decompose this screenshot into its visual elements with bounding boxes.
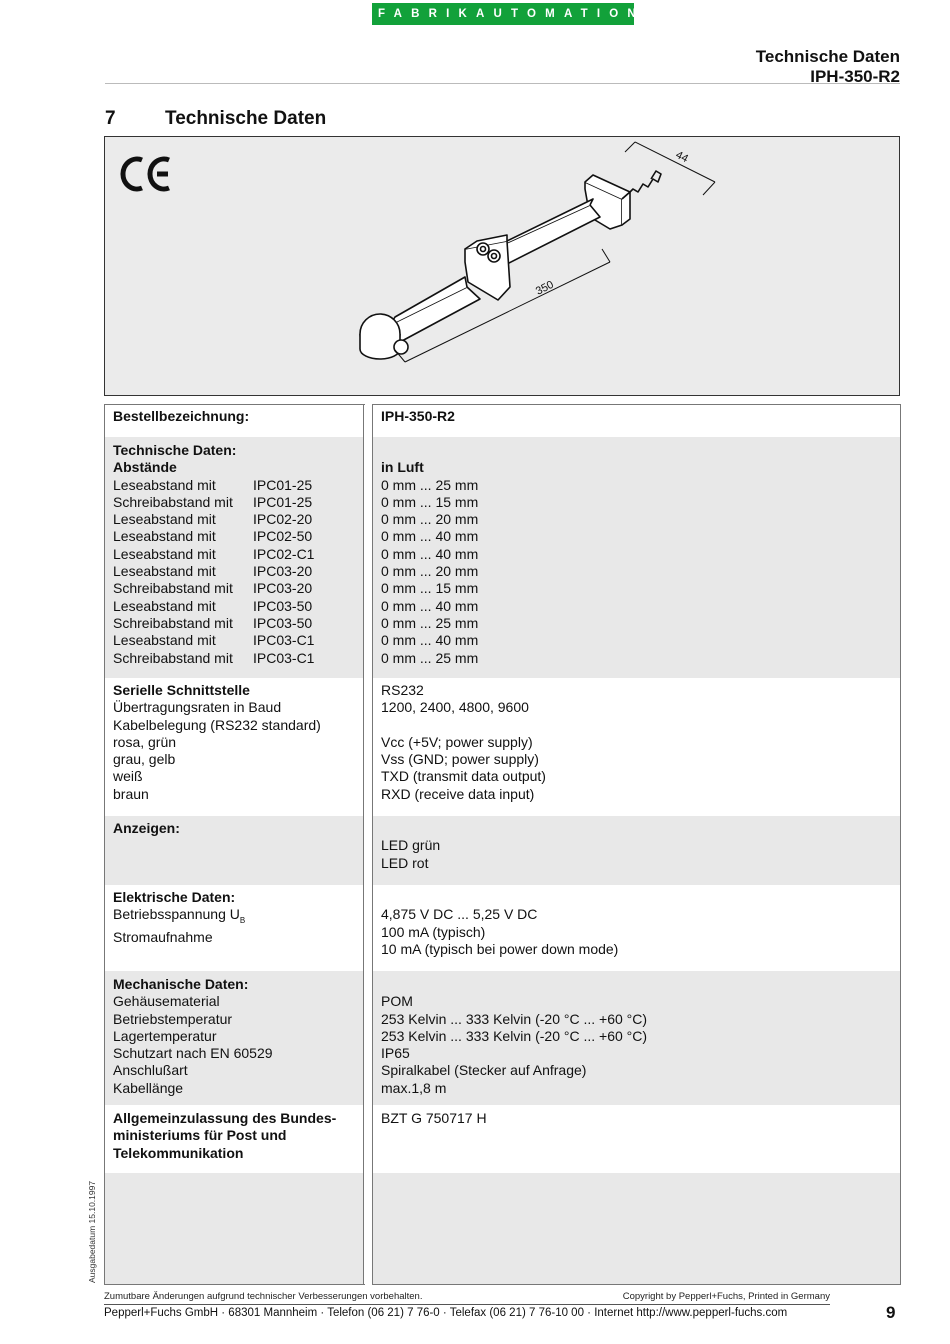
tech-row-value: 0 mm ... 20 mm — [381, 563, 479, 580]
tech-row-model: IPC03-20 — [253, 563, 313, 580]
tech-row — [113, 563, 355, 580]
approval-value: BZT G 750717 H — [381, 1110, 487, 1126]
tech-row-model: IPC03-20 — [253, 580, 313, 597]
tech-row-model: IPC01-25 — [253, 493, 313, 510]
supply-voltage-label: Betriebsspannung $U_B$ — [113, 906, 246, 926]
product-figure — [104, 136, 900, 396]
serial-label: rosa, grün — [113, 733, 177, 750]
tech-row — [113, 598, 355, 615]
display-left — [104, 816, 364, 885]
tech-value-heading: in Luft — [381, 459, 424, 476]
tech-row-model: IPC03-50 — [253, 614, 313, 631]
tech-row-model: IPC01-25 — [253, 476, 313, 493]
product-drawing — [105, 137, 899, 395]
display-value: LED grün — [381, 837, 441, 854]
tech-row-kind: Schreibabstand mit — [113, 614, 233, 631]
section-number: 7 — [105, 108, 116, 129]
dimension-width: 44 — [673, 148, 691, 166]
tech-left — [104, 437, 364, 678]
mechanical-label: Gehäusematerial — [113, 993, 220, 1010]
tech-row-value: 0 mm ... 15 mm — [381, 493, 479, 510]
page-number: 9 — [886, 1303, 896, 1322]
serial-label: Kabelbelegung (RS232 standard) — [113, 716, 321, 733]
mechanical-label: Kabellänge — [113, 1079, 184, 1096]
serial-value: Vcc (+5V; power supply) — [381, 733, 533, 750]
footer-disclaimer: Zumutbare Änderungen aufgrund technischer Verbesserungen vorbehalten. — [104, 1291, 423, 1302]
table-rule — [104, 404, 365, 405]
tech-row-value: 0 mm ... 40 mm — [381, 545, 479, 562]
mechanical-heading: Mechanische Daten: — [113, 976, 249, 992]
table-rule — [372, 404, 901, 405]
tech-row — [113, 477, 355, 494]
mechanical-label: Lagertemperatur — [113, 1027, 217, 1044]
mechanical-value: 253 Kelvin ... 333 Kelvin (-20 °C ... +60 °C) — [381, 1010, 648, 1027]
serial-left — [104, 678, 364, 816]
tech-row-kind: Schreibabstand mit — [113, 580, 233, 597]
approval-label: Telekommunikation — [113, 1144, 244, 1161]
electrical-value: 10 mA (typisch bei power down mode) — [381, 940, 619, 957]
tech-row-value: 0 mm ... 20 mm — [381, 511, 479, 528]
electrical-heading: Elektrische Daten: — [113, 889, 236, 905]
tech-row-kind: Leseabstand mit — [113, 545, 216, 562]
mechanical-value: POM — [381, 993, 413, 1010]
tech-row-kind: Leseabstand mit — [113, 597, 216, 614]
footer-divider — [104, 1304, 830, 1305]
tech-subheading: Abstände — [113, 459, 177, 476]
tech-row — [113, 650, 355, 667]
order-label: Bestellbezeichnung: — [104, 404, 364, 437]
header-divider — [105, 83, 900, 84]
approval-right — [372, 1105, 901, 1173]
tech-right — [372, 437, 901, 678]
tech-row-kind: Schreibabstand mit — [113, 649, 233, 666]
tech-row-value: 0 mm ... 25 mm — [381, 476, 479, 493]
tech-row-value: 0 mm ... 25 mm — [381, 614, 479, 631]
table-rule — [104, 1284, 365, 1285]
current-label: Stromaufnahme — [113, 929, 213, 946]
section-title: Technische Daten — [165, 108, 327, 129]
tech-row-model: IPC02-50 — [253, 528, 313, 545]
tech-row-value: 0 mm ... 15 mm — [381, 580, 479, 597]
tech-row — [113, 546, 355, 563]
mechanical-label: Betriebstemperatur — [113, 1010, 233, 1027]
tech-row-model: IPC02-20 — [253, 511, 313, 528]
dimension-lines-icon — [395, 142, 715, 362]
tech-row-kind: Leseabstand mit — [113, 511, 216, 528]
empty-right — [372, 1173, 901, 1285]
tech-row-kind: Leseabstand mit — [113, 528, 216, 545]
tech-rows — [113, 477, 355, 667]
approval-label: ministeriums für Post und — [113, 1127, 287, 1144]
electrical-value: 4,875 V DC ... 5,25 V DC — [381, 906, 538, 923]
approval-label: Allgemeinzulassung des Bundes- — [113, 1110, 337, 1126]
issue-date: Ausgabedatum 15.10.1997 — [87, 1180, 97, 1283]
electrical-right — [372, 885, 901, 971]
tech-row — [113, 494, 355, 511]
tech-row-value: 0 mm ... 25 mm — [381, 649, 479, 666]
tech-row — [113, 528, 355, 545]
mechanical-value: 253 Kelvin ... 333 Kelvin (-20 °C ... +60 °C) — [381, 1027, 648, 1044]
empty-left — [104, 1173, 364, 1285]
display-value: LED rot — [381, 854, 429, 871]
serial-heading: Serielle Schnittstelle — [113, 682, 250, 698]
tech-row-kind: Leseabstand mit — [113, 563, 216, 580]
serial-value: Vss (GND; power supply) — [381, 751, 539, 768]
tech-heading: Technische Daten: — [113, 442, 237, 458]
order-value: IPH-350-R2 — [372, 404, 901, 437]
display-right — [372, 816, 901, 885]
table-rule — [372, 1284, 901, 1285]
mechanical-label: Anschlußart — [113, 1062, 188, 1079]
serial-label: weiß — [113, 768, 143, 785]
serial-label: grau, gelb — [113, 751, 176, 768]
mechanical-value: Spiralkabel (Stecker auf Anfrage) — [381, 1062, 587, 1079]
ce-mark-icon — [123, 159, 169, 189]
tech-row-model: IPC02-C1 — [253, 545, 315, 562]
tech-row-model: IPC03-C1 — [253, 649, 315, 666]
electrical-value: 100 mA (typisch) — [381, 923, 486, 940]
serial-label: braun — [113, 785, 149, 802]
tech-row-value: 0 mm ... 40 mm — [381, 597, 479, 614]
header-title: Technische Daten — [755, 47, 900, 66]
electrical-left — [104, 885, 364, 971]
tech-row-model: IPC03-50 — [253, 597, 313, 614]
mechanical-right — [372, 971, 901, 1105]
tech-row — [113, 632, 355, 649]
serial-label: Übertragungsraten in Baud — [113, 699, 282, 716]
tech-row-model: IPC03-C1 — [253, 632, 315, 649]
serial-right — [372, 678, 901, 816]
tech-row-kind: Leseabstand mit — [113, 476, 216, 493]
brand-banner: FABRIKAUTOMATION — [372, 3, 634, 25]
tech-row-kind: Leseabstand mit — [113, 632, 216, 649]
display-heading: Anzeigen: — [113, 820, 180, 836]
header-model: IPH-350-R2 — [810, 67, 900, 86]
serial-value — [381, 717, 892, 734]
mechanical-left — [104, 971, 364, 1105]
serial-value: 1200, 2400, 4800, 9600 — [381, 699, 529, 716]
footer-address: Pepperl+Fuchs GmbH · 68301 Mannheim · Telefon (06 21) 7 76-0 · Telefax (06 21) 7 76-10 00 · Internet http://www.pepperl-fuchs.com — [104, 1307, 788, 1319]
mechanical-label: Schutzart nach EN 60529 — [113, 1045, 273, 1062]
serial-value: RS232 — [381, 682, 424, 698]
tech-row — [113, 580, 355, 597]
approval-left — [104, 1105, 364, 1173]
mechanical-value: max.1,8 m — [381, 1079, 447, 1096]
dimension-length: 350 — [533, 278, 556, 298]
tech-values — [381, 477, 892, 667]
device-outline-icon — [360, 171, 661, 359]
tech-row — [113, 615, 355, 632]
tech-row-value: 0 mm ... 40 mm — [381, 528, 479, 545]
tech-row-value: 0 mm ... 40 mm — [381, 632, 479, 649]
serial-value: RXD (receive data input) — [381, 785, 535, 802]
serial-value: TXD (transmit data output) — [381, 768, 546, 785]
tech-row — [113, 511, 355, 528]
footer-copyright: Copyright by Pepperl+Fuchs, Printed in Germany — [622, 1291, 830, 1302]
mechanical-value: IP65 — [381, 1045, 410, 1062]
tech-row-kind: Schreibabstand mit — [113, 493, 233, 510]
